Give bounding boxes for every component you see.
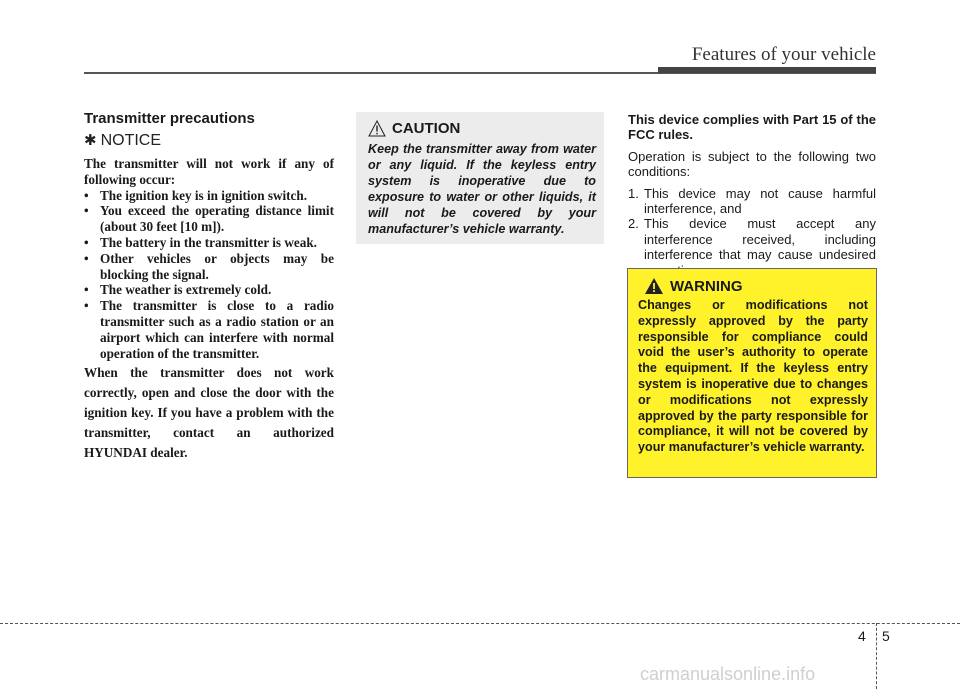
section-heading: Transmitter precautions (84, 110, 255, 127)
page-number: 5 (882, 628, 890, 644)
transmitter-precautions-column (84, 110, 334, 462)
list-item: • Other vehicles or objects may be blocking the signal. (84, 251, 334, 283)
caution-label: CAUTION (392, 120, 461, 137)
warning-box (627, 268, 877, 478)
notice-heading (84, 131, 334, 150)
warning-triangle-icon (644, 277, 664, 295)
notice-intro: The transmitter will not work if any of following occur: (84, 156, 334, 187)
condition-number: 2. (628, 216, 639, 232)
list-item: • You exceed the operating distance limit (about 30 feet [10 m]). (84, 203, 334, 235)
list-item: • The battery in the transmitter is weak. (84, 235, 334, 251)
caution-box (356, 112, 604, 244)
notice-star-icon: ✱ (84, 132, 97, 149)
condition-text: This device must accept any interference received, including interference that may cause undesired (644, 216, 876, 263)
warning-label: WARNING (670, 277, 743, 295)
caution-text: Keep the transmitter away from water or any liquid. If the keyless entry system is inoperative due to exposure to water or other liquids, it will not be covered by your manufacturer’s vehicle warranty. (368, 142, 596, 236)
notice-closing: When the transmitter does not work correctly, open and close the door with the ignition key. If you have a problem with the transmitter, contact an authorized HYUNDAI dealer. (84, 365, 334, 460)
notice-list (84, 188, 334, 362)
header-rule-accent (658, 67, 876, 73)
fcc-lead: This device complies with Part 15 of the FCC rules. (628, 112, 876, 143)
list-item: • The ignition key is in ignition switch. (84, 188, 334, 204)
warning-text: Changes or modifications not expressly approved by the party responsible for compliance could void the user’s authority to operate the equipment. If the keyless entry system is inoperative due to changes or modifications not expressly approved by the party responsible for compliance, it will not be covered by your manufacturer’s vehicle warranty. (638, 298, 868, 455)
fcc-intro: Operation is subject to the following two conditions: (628, 148, 876, 180)
list-item (628, 186, 876, 217)
footer-divider (876, 623, 877, 689)
chapter-number: 4 (858, 628, 866, 644)
notice-label: NOTICE (100, 132, 162, 149)
list-item: • The transmitter is close to a radio transmitter such as a radio station or an airport which can interfere with normal operation of the transmitter. (84, 298, 334, 361)
list-item: • The weather is extremely cold. (84, 282, 334, 298)
footer-rule (0, 623, 960, 624)
condition-number: 1. (628, 185, 639, 201)
watermark: carmanualsonline.info (640, 664, 816, 684)
fcc-column (628, 112, 876, 278)
caution-triangle-icon (368, 120, 386, 137)
condition-text: This device may not cause harmful interference, and (644, 185, 876, 217)
fcc-conditions (628, 186, 876, 278)
page-header-title: Features of your vehicle (691, 44, 876, 65)
caution-heading (368, 120, 596, 137)
warning-heading (638, 277, 868, 295)
